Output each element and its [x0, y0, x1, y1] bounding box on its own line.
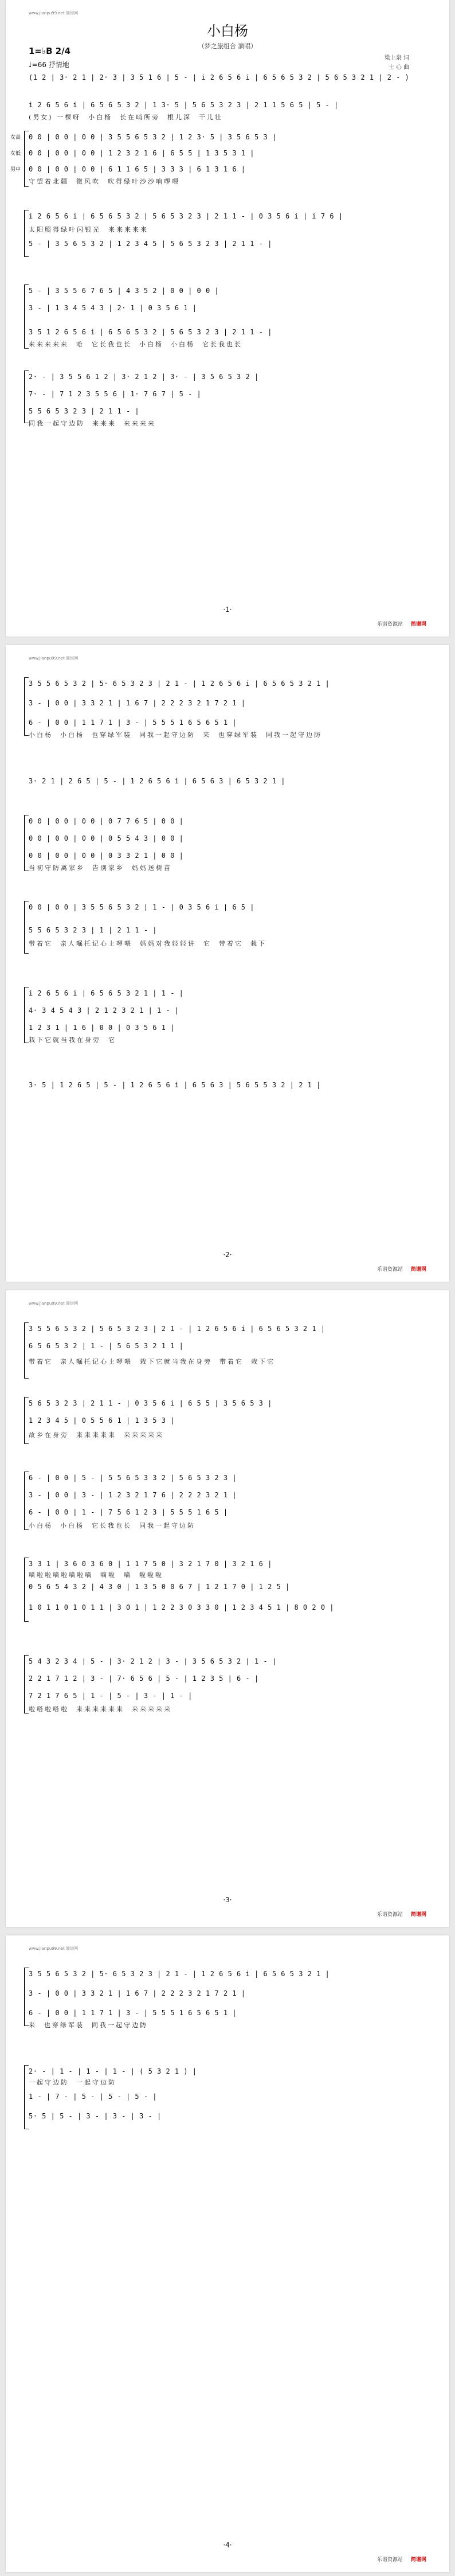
- staff-line: 1 0 1 1 0 1 0 1 1 | 3 0 1 | 1 2 2 3 0 3 3 0 | 1 2 3 4 5 1 | 8 0 2 0 |: [29, 1603, 334, 1611]
- staff-line: 3· 5 | 1 2 6 5 | 5 - | 1 2 6 5 6 i | 6 5 6 3 | 5 6 5 5 3 2 | 2 1 |: [29, 1081, 321, 1089]
- page-number: ·3·: [223, 1896, 232, 1904]
- staff-line: 5 - | 3 5 5 6 7 6 5 | 4 3 5 2 | 0 0 | 0 0 |: [29, 287, 219, 295]
- source-tag: www.jianpu99.net 简谱网: [29, 11, 79, 15]
- source-tag: www.jianpu99.net 简谱网: [29, 1301, 79, 1306]
- staff-line: 5 5 6 5 3 2 3 | 2 1 1 - |: [29, 407, 140, 415]
- footer-left: 乐谱资源站: [376, 1912, 403, 1918]
- part-label: 女低: [10, 151, 21, 157]
- footer: [377, 2555, 426, 2563]
- staff-line: i 2 6 5 6 i | 6 5 6 5 3 2 | 1 3· 5 | 5 6 5 3 2 3 | 2 1 1 5 6 5 | 5 - |: [29, 101, 339, 109]
- lyric-line: 太阳照得绿叶闪银光 来来来来来: [29, 226, 148, 233]
- score-page-3: [6, 1290, 449, 1927]
- staff-line: 0 5 6 5 4 3 2 | 4 3 0 | 1 3 5 0 0 6 7 | 1 2 1 7 0 | 1 2 5 |: [29, 1583, 290, 1591]
- brace: [24, 1655, 29, 1714]
- composer-credit: 士 心 曲: [388, 64, 409, 71]
- staff-line: 3 5 5 6 5 3 2 | 5· 6 5 3 2 3 | 2 1 - | 1 2 6 5 6 i | 6 5 6 5 3 2 1 |: [29, 1970, 330, 1978]
- staff-line: 0 0 | 0 0 | 3 5 5 6 5 3 2 | 1 - | 0 3 5 6 i | 6 5 |: [29, 903, 254, 911]
- brace: [24, 1397, 29, 1444]
- brace: [24, 284, 29, 349]
- staff-line: 1 - | 7 - | 5 - | 5 - | 5 - |: [29, 2093, 158, 2101]
- key-signature: 1=♭B 2/4: [29, 46, 71, 56]
- staff-line: 6 5 6 5 3 2 | 1 - | 5 6 5 3 2 1 1 |: [29, 1342, 184, 1350]
- brace: [24, 815, 29, 871]
- footer-left: 乐谱资源站: [376, 622, 403, 627]
- page-number: ·1·: [223, 606, 232, 614]
- lyric-line: 栽下它就当我在身旁 它: [29, 1036, 116, 1044]
- staff-line: 2· - | 1 - | 1 - | 1 - | ( 5 3 2 1 ) |: [29, 2067, 197, 2075]
- brace: [24, 2065, 29, 2129]
- staff-line: 5· 5 | 5 - | 3 - | 3 - | 3 - |: [29, 2112, 162, 2120]
- lyric-line: 来来来来来 哈 它长我也长 小白杨 小白杨 它长我也长: [29, 341, 242, 348]
- staff-line: 3 5 5 6 5 3 2 | 5 6 5 3 2 3 | 2 1 - | 1 2 6 5 6 i | 6 5 6 5 3 2 1 |: [29, 1325, 325, 1333]
- lyric-line: 守望着北疆 微风吹 吹得绿叶沙沙响啰喂: [29, 178, 180, 185]
- brace: [24, 1968, 29, 2026]
- staff-line: 7· - | 7 1 2 3 5 5 6 | 1· 7 6 7 | 5 - |: [29, 390, 202, 398]
- lyric-line: 来 也穿绿军装 同我一起守边防: [29, 2021, 148, 2029]
- footer: [377, 1265, 426, 1273]
- part-label: 男中: [10, 167, 21, 173]
- staff-line: 3 - | 1 3 4 5 4 3 | 2· 1 | 0 3 5 6 1 |: [29, 304, 197, 312]
- brace: [24, 370, 29, 423]
- lyric-line: 小白杨 小白杨 也穿绿军装 同我一起守边防 来 也穿绿军装 同我一起守边防: [29, 731, 322, 739]
- subtitle: （梦之旅组合 演唱）: [198, 42, 257, 50]
- staff-line: 5 5 6 5 3 2 3 | 1 | 2 1 1 - |: [29, 926, 158, 934]
- footer-right: 简谱网: [410, 622, 426, 627]
- lyric-line: 带着它 亲人嘱托记心上啰喂 妈妈对我轻轻讲 它 带着它 栽下: [29, 940, 266, 947]
- brace: [24, 1472, 29, 1530]
- brace: [24, 1322, 29, 1379]
- footer: [377, 1910, 426, 1918]
- staff-line: 3 3 1 | 3 6 0 3 6 0 | 1 1 7 5 0 | 3 2 1 7 0 | 3 2 1 6 |: [29, 1560, 272, 1568]
- lyric-line: 啦嗒啦嗒啦 来来来来来来 来来来来来: [29, 1705, 172, 1713]
- staff-line: 4· 3 4 5 4 3 | 2 1 2 3 2 1 | 1 - |: [29, 1006, 179, 1014]
- staff-line: 0 0 | 0 0 | 0 0 | 0 5 5 4 3 | 0 0 |: [29, 834, 184, 842]
- song-title: 小白杨: [207, 23, 248, 39]
- staff-line: 5 6 5 3 2 3 | 2 1 1 - | 0 3 5 6 i | 6 5 5 | 3 5 6 5 3 |: [29, 1399, 272, 1407]
- staff-line: i 2 6 5 6 i | 6 5 6 5 3 2 | 5 6 5 3 2 3 | 2 1 1 - | 0 3 5 6 i | i 7 6 |: [29, 212, 343, 220]
- footer-right: 简谱网: [410, 1267, 426, 1273]
- footer-left: 乐谱资源站: [376, 2557, 403, 2563]
- staff-line: 1 2 3 1 | 1 6 | 0 0 | 0 3 5 6 1 |: [29, 1024, 175, 1032]
- lyric-line: 小白杨 小白杨 它长我也长 同我一起守边防: [29, 1522, 195, 1529]
- brace: [24, 1558, 29, 1622]
- staff-line: 7 2 1 7 6 5 | 1 - | 5 - | 3 - | 1 - |: [29, 1692, 193, 1700]
- brace: [24, 210, 29, 257]
- staff-line: 3 - | 0 0 | 3 3 2 1 | 1 6 7 | 2 2 2 3 2 1 7 2 1 |: [29, 699, 246, 707]
- footer: [377, 620, 426, 627]
- score-page-2: [6, 645, 449, 1282]
- staff-line: 6 - | 0 0 | 1 1 7 1 | 3 - | 5 5 5 1 6 5 6 5 1 |: [29, 2009, 237, 2017]
- lyric-line: 故乡在身旁 来来来来来 来来来来来: [29, 1431, 164, 1439]
- staff-line: 5 4 3 2 3 4 | 5 - | 3· 2 1 2 | 3 - | 3 5 6 5 3 2 | 1 - |: [29, 1657, 277, 1665]
- staff-line: 3 5 1 2 6 5 6 i | 6 5 6 5 3 2 | 5 6 5 3 2 3 | 2 1 1 - |: [29, 328, 272, 336]
- staff-line: 2· - | 3 5 5 6 1 2 | 3· 2 1 2 | 3· - | 3 5 6 5 3 2 |: [29, 373, 259, 381]
- staff-line: 3· 2 1 | 2 6 5 | 5 - | 1 2 6 5 6 i | 6 5 6 3 | 6 5 3 2 1 |: [29, 777, 286, 785]
- staff-line: 0 0 | 0 0 | 0 0 | 0 7 7 6 5 | 0 0 |: [29, 817, 184, 825]
- staff-line: i 2 6 5 6 i | 6 5 6 5 3 2 1 | 1 - |: [29, 989, 184, 997]
- staff-line: 0 0 | 0 0 | 0 0 | 0 3 3 2 1 | 0 0 |: [29, 852, 184, 860]
- staff-line: 1 2 3 4 5 | 0 5 5 6 1 | 1 3 5 3 |: [29, 1416, 175, 1424]
- source-tag: www.jianpu99.net 简谱网: [29, 656, 79, 661]
- staff-line: (1 2 | 3· 2 1 | 2· 3 | 3 5 1 6 | 5 - | i 2 6 5 6 i | 6 5 6 5 3 2 | 5 6 5 3 2 1 | 2 - ): [29, 73, 410, 81]
- lyricist-credit: 梁上泉 词: [384, 55, 409, 61]
- lyric-line: 带着它 亲人嘱托记心上啰喂 栽下它就当我在身旁 带着它 栽下它: [29, 1358, 275, 1365]
- staff-line: 0 0 | 0 0 | 0 0 | 6 1 1 6 5 | 3 3 3 | 6 1 3 1 6 |: [29, 165, 246, 173]
- lyric-line: (男女) 一棵呀 小白杨 长在哨所旁 根儿深 干儿壮: [29, 114, 223, 121]
- staff-line: 0 0 | 0 0 | 0 0 | 1 2 3 2 1 6 | 6 5 5 | 1 3 5 3 1 |: [29, 149, 254, 157]
- score-page-1: [6, 0, 449, 637]
- staff-line: 3 - | 0 0 | 3 3 2 1 | 1 6 7 | 2 2 2 3 2 1 7 2 1 |: [29, 1989, 246, 1997]
- score-page-4: [6, 1935, 449, 2572]
- lyric-line: 嘀啦啦嘀啦嘀啦嘀 嘀啦 嘀 啦啦啦: [29, 1571, 163, 1579]
- part-label: 女高: [10, 135, 21, 140]
- staff-line: 6 - | 0 0 | 1 - | 7 5 6 1 2 3 | 5 5 5 1 6 5 |: [29, 1508, 228, 1516]
- staff-line: 6 - | 0 0 | 1 1 7 1 | 3 - | 5 5 5 1 6 5 6 5 1 |: [29, 719, 237, 727]
- brace: [24, 677, 29, 736]
- brace: [24, 987, 29, 1043]
- page-number: ·2·: [223, 1251, 232, 1259]
- lyric-line: 同我一起守边防 来来来 来来来来: [29, 420, 156, 427]
- lyric-line: 一起守边防 一起守边防: [29, 2079, 116, 2086]
- staff-line: 2 2 1 7 1 2 | 3 - | 7· 6 5 6 | 5 - | 1 2 3 5 | 6 - |: [29, 1675, 259, 1683]
- footer-right: 简谱网: [410, 2557, 426, 2563]
- staff-line: 6 - | 0 0 | 5 - | 5 5 6 5 3 3 2 | 5 6 5 3 2 3 |: [29, 1474, 237, 1482]
- brace: [24, 131, 29, 187]
- staff-line: 3 - | 0 0 | 3 - | 1 2 3 2 1 7 6 | 2 2 2 3 2 1 |: [29, 1491, 237, 1499]
- brace: [24, 901, 29, 954]
- footer-right: 简谱网: [410, 1912, 426, 1918]
- staff-line: 3 5 5 6 5 3 2 | 5· 6 5 3 2 3 | 2 1 - | 1 2 6 5 6 i | 6 5 6 5 3 2 1 |: [29, 680, 330, 688]
- tempo-marking: ♩=66 抒情地: [29, 61, 69, 69]
- staff-line: 5 - | 3 5 6 5 3 2 | 1 2 3 4 5 | 5 6 5 3 2 3 | 2 1 1 - |: [29, 240, 272, 248]
- footer-left: 乐谱资源站: [376, 1267, 403, 1273]
- page-number: ·4·: [223, 2541, 232, 2549]
- source-tag: www.jianpu99.net 简谱网: [29, 1946, 79, 1951]
- staff-line: 0 0 | 0 0 | 0 0 | 3 5 5 6 5 3 2 | 1 2 3· 5 | 3 5 6 5 3 |: [29, 133, 277, 141]
- lyric-line: 当初守防离家乡 告别家乡 妈妈送树苗: [29, 864, 172, 872]
